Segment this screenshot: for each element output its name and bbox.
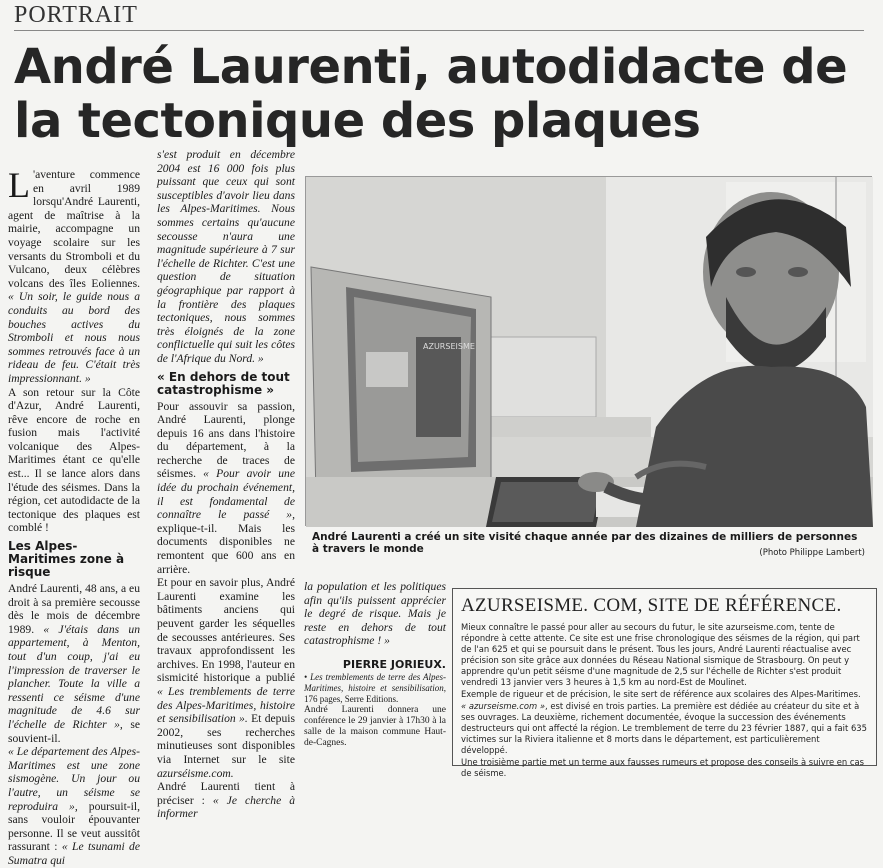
paragraph [157, 576, 295, 780]
quote-text: la population et les politiques afin qu'ils puissent apprécier le degré de risque. Mais je reste en dehors de tout catastrophisme ! » [304, 580, 446, 648]
article-column-3 [304, 580, 446, 749]
website-text: « azurseisme.com » [461, 701, 546, 711]
article-photo [305, 176, 872, 526]
article-headline: André Laurenti, autodidacte de la tectonique des plaques [14, 39, 848, 149]
quote-text: « Le tsunami de Sumatra qui [8, 840, 140, 867]
subheading: Les Alpes-Maritimes zone à risque [8, 539, 125, 580]
quote-text: « Les tremblements de terre des Alpes-Maritimes, histoire et sensibilisation ». [157, 684, 295, 726]
paragraph [8, 582, 140, 745]
website-text: azurséisme.com. [157, 766, 234, 780]
conference-note: André Laurenti donnera une conférence le 29 janvier à 17h30 à la salle de la maison commune Haut-de-Cagnes. [304, 704, 446, 748]
paragraph-text: poursuit-il, sans vouloir épouvanter personne. Il se veut aussitôt rassurant : [8, 799, 140, 854]
subheading: « En dehors de tout catastrophisme » [157, 369, 290, 397]
paragraph-text: explique-t-il. Mais les documents disponibles ne remontent que 600 ans en arrière. [157, 521, 295, 576]
paragraph-text: André Laurenti, 48 ans, a eu droit à sa première secousse dès le mois de décembre 1989. [8, 582, 140, 636]
paragraph-text: Et pour en savoir plus, André Laurenti examine les bâtiments anciens qui peuvent garder les séquelles de secousses antérieures. Ses travaux approfondissent les archives. En 1998, l'auteur en sismicité historique a publié [157, 576, 295, 685]
sidebar-text: , est divisé en trois parties. La première est dédiée au créateur du site et à ses ouvrages. La deuxième, richement documentée, évoque la succession des événements destructeurs qui ont affecté la région. Le tremblement de terre du 23 février 1887, qui a fait 635 victimes sur la Riviera italienne et 8 morts dans le département, est particulièrement développé. [461, 701, 867, 755]
quote-text: s'est produit en décembre 2004 est 16 000 fois plus puissant que ceux qui sont susceptibles d'avoir lieu dans les Alpes-Maritimes. Nous sommes certains qu'aucune secousse n'aura une magnitude supérieure à 7 sur l'échelle de Richter. C'est une question de situation géographique par rapport à la frontière des plaques tectoniques, nous sommes très éloignés de la zone conflictuelle qui suit les côtes de l'Afrique du Nord. » [157, 148, 295, 365]
paragraph-text: se souvient-il. [8, 717, 140, 745]
photo-credit: (Photo Philippe Lambert) [759, 548, 865, 558]
paragraph: A son retour sur la Côte d'Azur, André Laurenti, rêve encore de roche en fusion mais l'activité volcanique des Alpes-Maritimes étant ce qu'elle est... Il se lance alors dans l'étude des séismes. Dans la région, cet autodidacte de la tectonique des plaques est comblé ! [8, 385, 140, 535]
sidebar-paragraph [461, 701, 868, 756]
paragraph [8, 745, 140, 867]
book-reference [304, 672, 446, 705]
quote-text: « J'étais dans un appartement, à Menton, tout d'un coup, j'ai eu l'impression de traverser le plancher. Toute la ville a ressenti ce séisme d'une magnitude de 4.6 sur l'échelle de Richter », [8, 622, 140, 731]
quote-text: « Le département des Alpes-Maritimes est une zone sismogène. Un jour ou l'autre, un séisme se reproduira », [8, 745, 140, 813]
paragraph [8, 165, 140, 386]
paragraph [157, 400, 295, 577]
paragraph-text: André Laurenti tient à préciser : [157, 780, 295, 807]
photo-caption: André Laurenti a créé un site visité chaque année par des dizaines de milliers de personnes à travers le monde [312, 531, 858, 555]
book-details: , 176 pages, Serre Editions. [304, 682, 446, 704]
sidebar-paragraph: Mieux connaître le passé pour aller au secours du futur, le site azurseisme.com, tente de répondre à cette attente. Ce site est une frise chronologique des séismes de la région, qui part de l'an 625 et qui se poursuit dans le présent. Tous les jours, André Laurenti réactualise avec précision son site grâce aux données du Réseau National sismique de Strasbourg. On peut y apprendre qu'un petit séisme d'une magnitude de 2,5 sur l'échelle de Richter s'est produit vendredi 13 janvier vers 3 heures à 1,5 km au nord-Est de Moulinet. [461, 622, 860, 687]
section-kicker: PORTRAIT [14, 2, 138, 28]
paragraph-text: 'aventure commence en avril 1989 lorsqu'André Laurenti, agent de maîtrise à la mairie, accompagne un voyage scolaire sur les versants du Stromboli et du Vulcano, deux célèbres volcans des îles Eoliennes. [8, 168, 140, 290]
screen-label: AZURSEISME [423, 342, 475, 351]
kicker-divider [14, 30, 864, 31]
book-title: • Les tremblements de terre des Alpes-Maritimes, histoire et sensibilisation [304, 671, 446, 693]
sidebar-paragraph: Exemple de rigueur et de précision, le site sert de référence aux scolaires des Alpes-Maritimes. [461, 689, 861, 699]
paragraph-text: Pour assouvir sa passion, André Laurenti, plonge depuis 16 ans dans l'histoire du département, à la recherche de traces de séismes. [157, 399, 295, 481]
drop-cap: L [8, 165, 30, 205]
paragraph-text: Et depuis 2002, ses recherches minutieuses sont disponibles via Internet sur le site [157, 712, 295, 766]
article-column-1 [8, 165, 140, 868]
sidebar-paragraph: Une troisième partie met un terme aux fausses rumeurs et propose des conseils à suivre en cas de séisme. [461, 757, 864, 778]
article-column-2 [157, 148, 295, 821]
photo-illustration [306, 177, 873, 527]
quote-text: « Je cherche à informer [157, 793, 295, 821]
sidebar-title: AZURSEISME. COM, SITE DE RÉFÉRENCE. [461, 595, 842, 616]
quote-text: « Pour avoir une idée du prochain événement, il est fondamental de connaître le passé », [157, 467, 295, 522]
sidebar-body [461, 622, 868, 779]
paragraph [157, 780, 295, 821]
quote-text: « Un soir, le guide nous a conduits au bord des bouches actives du Stromboli et nous nous sommes retrouvés face à un rideau de feu. C'était très impressionnant. » [8, 290, 140, 385]
sidebar-box [452, 588, 877, 778]
author-signature: PIERRE JORIEUX. [342, 657, 446, 671]
